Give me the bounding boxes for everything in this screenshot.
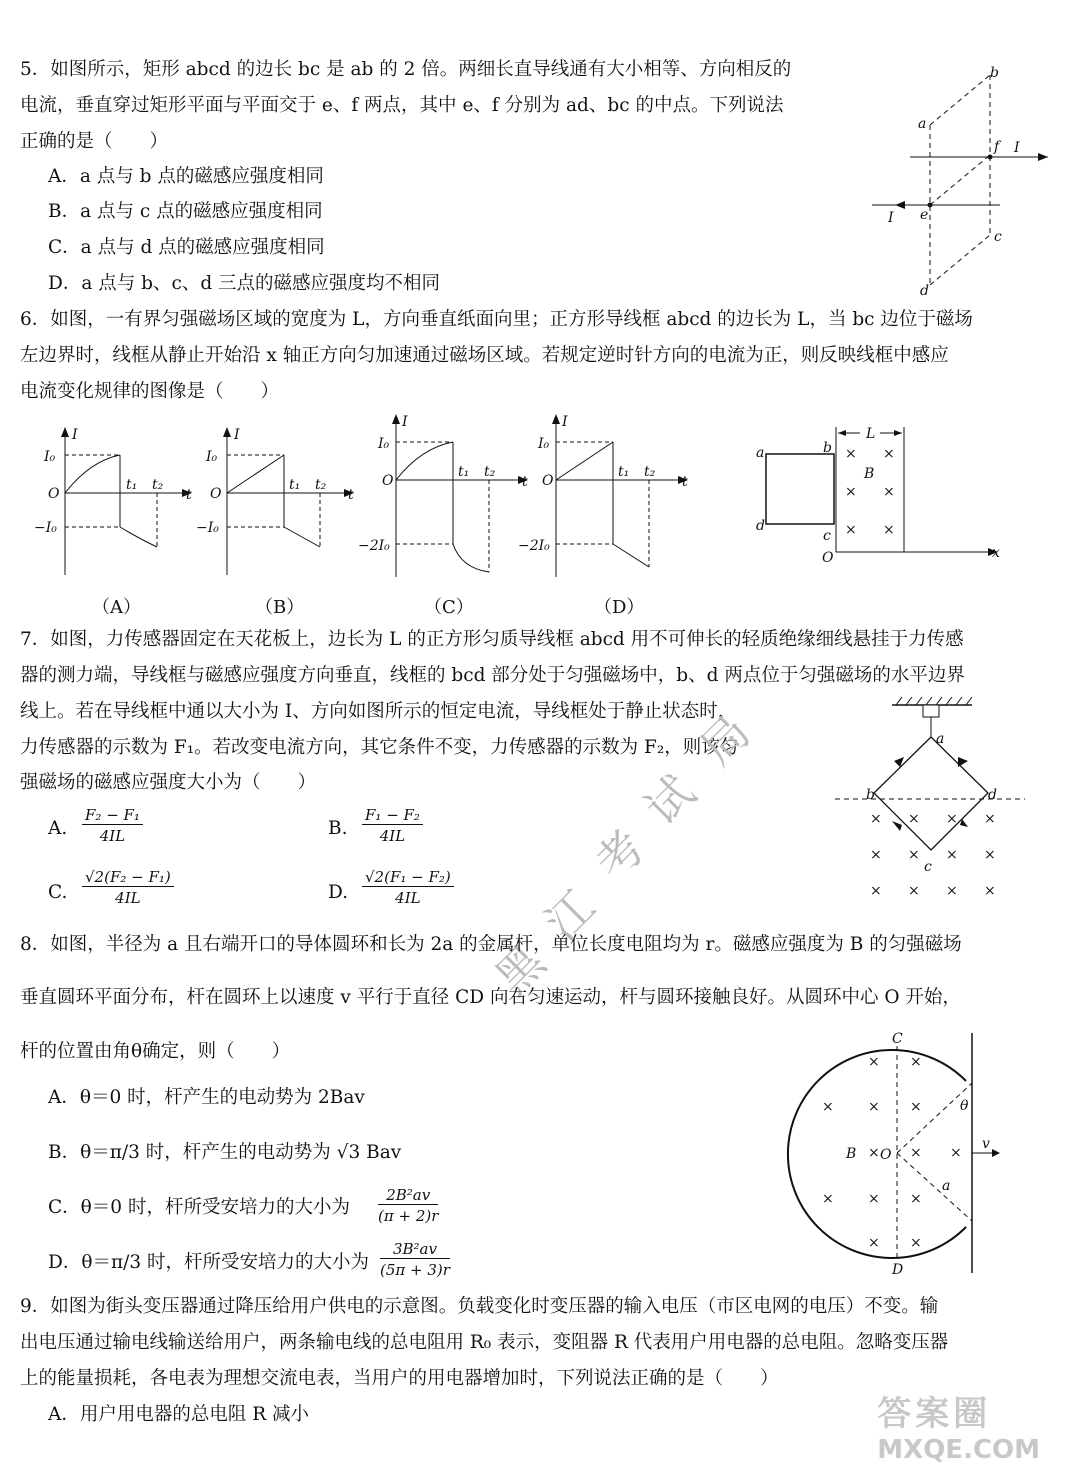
svg-text:×: × bbox=[868, 1145, 880, 1161]
svg-text:I₀: I₀ bbox=[44, 449, 56, 465]
svg-text:×: × bbox=[910, 1054, 922, 1070]
svg-text:×: × bbox=[883, 522, 895, 538]
q8-option: D．θ＝π/3 时，杆所受安培力的大小为 bbox=[48, 1252, 370, 1273]
svg-text:t₁: t₁ bbox=[618, 464, 630, 480]
svg-text:−2I₀: −2I₀ bbox=[358, 538, 390, 554]
svg-text:I₀: I₀ bbox=[538, 436, 550, 452]
svg-text:×: × bbox=[910, 1235, 922, 1251]
graph-b bbox=[192, 425, 362, 585]
svg-text:x: x bbox=[992, 545, 1000, 561]
svg-text:I₀: I₀ bbox=[206, 449, 218, 465]
q9-line: 9．如图为街头变压器通过降压给用户供电的示意图。负载变化时变压器的输入电压（市区电网的电压）不变。输 bbox=[20, 1296, 939, 1317]
svg-text:C: C bbox=[892, 1031, 903, 1047]
q9-line: 上的能量损耗，各电表为理想交流电表，当用户的用电器增加时，下列说法正确的是（ ） bbox=[20, 1368, 779, 1389]
svg-text:t₁: t₁ bbox=[289, 477, 301, 493]
svg-text:B: B bbox=[864, 466, 875, 482]
label-b: b bbox=[990, 65, 999, 81]
q8-option: A．θ＝0 时，杆产生的电动势为 2Bav bbox=[48, 1087, 365, 1108]
q5-line: 正确的是（ ） bbox=[20, 131, 169, 152]
caption-c: （C） bbox=[424, 597, 474, 618]
q7-option-letter: D. bbox=[328, 882, 349, 903]
svg-text:d: d bbox=[988, 787, 997, 803]
label-I: I bbox=[1014, 140, 1020, 156]
q7-line: 器的测力端，导线框与磁感应强度方向垂直，线框的 bcd 部分处于匀强磁场中，b、d 两点位于匀强磁场的水平边界 bbox=[20, 665, 965, 686]
q7-line: 线上。若在导线框中通以大小为 I、方向如图所示的恒定电流，导线框处于静止状态时， bbox=[20, 701, 737, 722]
svg-text:t₂: t₂ bbox=[484, 464, 496, 480]
svg-text:×: × bbox=[946, 883, 958, 899]
svg-text:−2I₀: −2I₀ bbox=[518, 538, 550, 554]
q7-figure bbox=[830, 695, 1030, 905]
q7-line: 7．如图，力传感器固定在天花板上，边长为 L 的正方形匀质导线框 abcd 用不可伸长的轻质绝缘细线悬挂于力传感 bbox=[20, 629, 964, 650]
svg-text:O: O bbox=[880, 1147, 892, 1163]
watermark-char: 局 bbox=[689, 704, 761, 776]
label-a: a bbox=[918, 116, 927, 132]
svg-text:b: b bbox=[823, 440, 832, 456]
caption-a: （A） bbox=[92, 597, 141, 618]
q5-option: C．a 点与 d 点的磁感应强度相同 bbox=[48, 237, 325, 258]
svg-text:t: t bbox=[348, 487, 354, 503]
q8-option-d-fraction: $\frac{\text{3B²av}}{(5\pi + 3)r}$ bbox=[380, 1240, 450, 1279]
svg-text:D: D bbox=[892, 1262, 904, 1278]
q5-option: B．a 点与 c 点的磁感应强度相同 bbox=[48, 201, 323, 222]
svg-text:×: × bbox=[868, 1191, 880, 1207]
watermark-char: 考 bbox=[584, 819, 656, 891]
svg-text:c: c bbox=[823, 528, 831, 544]
q7-option-a-fraction: $\frac{\text{F₂ − F₁}}{4IL}$ bbox=[82, 806, 143, 845]
label-I: I bbox=[888, 210, 894, 226]
svg-text:I: I bbox=[72, 427, 78, 443]
svg-text:I: I bbox=[234, 427, 240, 443]
svg-text:a: a bbox=[936, 731, 945, 747]
svg-text:×: × bbox=[845, 484, 857, 500]
watermark-char: 黑 bbox=[484, 934, 556, 1006]
q6-field-figure bbox=[748, 422, 1008, 572]
q7-option-letter: A. bbox=[48, 818, 68, 839]
q7-line: 强磁场的磁感应强度大小为（ ） bbox=[20, 772, 317, 793]
svg-text:×: × bbox=[883, 446, 895, 462]
svg-text:×: × bbox=[868, 1099, 880, 1115]
svg-text:×: × bbox=[908, 811, 920, 827]
svg-text:×: × bbox=[908, 847, 920, 863]
svg-text:θ: θ bbox=[960, 1098, 969, 1114]
q8-line: 杆的位置由角θ确定，则（ ） bbox=[20, 1041, 291, 1062]
svg-text:−I₀: −I₀ bbox=[34, 520, 57, 536]
q8-option: C．θ＝0 时，杆所受安培力的大小为 bbox=[48, 1197, 350, 1218]
q9-line: 出电压通过输电线输送给用户，两条输电线的总电阻用 R₀ 表示，变阻器 R 代表用户用电器的总电阻。忽略变压器 bbox=[20, 1332, 949, 1353]
svg-text:t: t bbox=[522, 474, 528, 490]
svg-text:×: × bbox=[822, 1191, 834, 1207]
svg-text:c: c bbox=[924, 859, 932, 875]
label-f: f bbox=[994, 139, 1000, 155]
svg-text:t: t bbox=[186, 487, 192, 503]
svg-text:d: d bbox=[756, 518, 765, 534]
q9-option: A．用户用电器的总电阻 R 减小 bbox=[48, 1404, 310, 1425]
svg-text:I: I bbox=[562, 414, 568, 430]
caption-d: （D） bbox=[594, 597, 645, 618]
q5-option: D．a 点与 b、c、d 三点的磁感应强度均不相同 bbox=[48, 273, 441, 294]
svg-text:O: O bbox=[822, 550, 834, 566]
svg-text:I: I bbox=[402, 414, 408, 430]
svg-text:×: × bbox=[883, 484, 895, 500]
svg-text:O: O bbox=[542, 473, 554, 489]
svg-text:×: × bbox=[870, 883, 882, 899]
q7-option-letter: B. bbox=[328, 818, 348, 839]
svg-text:×: × bbox=[946, 811, 958, 827]
q8-option-c-fraction: $\frac{\text{2B²av}}{(\pi + 2)r}$ bbox=[378, 1186, 439, 1225]
q7-option-c-fraction: $\frac{\text{√2(F₂ − F₁)}}{4IL}$ bbox=[82, 868, 174, 907]
svg-text:−I₀: −I₀ bbox=[196, 520, 219, 536]
q7-option-letter: C. bbox=[48, 882, 68, 903]
svg-text:×: × bbox=[910, 1099, 922, 1115]
q8-figure bbox=[790, 1028, 1020, 1278]
site-logo: 答案圈 MXQE.COM bbox=[877, 1394, 1040, 1465]
svg-text:×: × bbox=[984, 883, 996, 899]
q7-option-d-fraction: $\frac{\text{√2(F₁ − F₂)}}{4IL}$ bbox=[362, 868, 454, 907]
svg-text:b: b bbox=[866, 787, 875, 803]
q6-line: 电流变化规律的图像是（ ） bbox=[20, 381, 280, 402]
svg-text:I₀: I₀ bbox=[378, 436, 390, 452]
caption-b: （B） bbox=[255, 597, 305, 618]
graph-a bbox=[30, 425, 200, 585]
svg-text:×: × bbox=[950, 1145, 962, 1161]
svg-text:t₁: t₁ bbox=[458, 464, 470, 480]
svg-text:×: × bbox=[870, 847, 882, 863]
svg-text:v: v bbox=[982, 1136, 990, 1152]
q8-line: 8．如图，半径为 a 且右端开口的导体圆环和长为 2a 的金属杆，单位长度电阻均为 r。磁感应强度为 B 的匀强磁场 bbox=[20, 934, 962, 955]
svg-text:×: × bbox=[984, 847, 996, 863]
svg-text:t₁: t₁ bbox=[126, 477, 138, 493]
q6-line: 左边界时，线框从静止开始沿 x 轴正方向匀加速通过磁场区域。若规定逆时针方向的电流为正，则反映线框中感应 bbox=[20, 345, 949, 366]
graph-d bbox=[516, 412, 696, 587]
svg-text:×: × bbox=[910, 1191, 922, 1207]
q5-line: 5．如图所示，矩形 abcd 的边长 bc 是 ab 的 2 倍。两细长直导线通有大小相等、方向相反的 bbox=[20, 59, 792, 80]
svg-text:×: × bbox=[845, 522, 857, 538]
svg-text:×: × bbox=[868, 1054, 880, 1070]
svg-text:O: O bbox=[382, 473, 394, 489]
label-d: d bbox=[920, 283, 929, 299]
svg-text:O: O bbox=[210, 486, 222, 502]
svg-text:B: B bbox=[846, 1146, 857, 1162]
svg-text:×: × bbox=[908, 883, 920, 899]
q5-option: A．a 点与 b 点的磁感应强度相同 bbox=[48, 166, 324, 187]
q5-figure bbox=[860, 55, 1060, 300]
q7-line: 力传感器的示数为 F₁。若改变电流方向，其它条件不变，力传感器的示数为 F₂，则该匀 bbox=[20, 737, 739, 758]
q8-line: 垂直圆环平面分布，杆在圆环上以速度 v 平行于直径 CD 向右匀速运动，杆与圆环接触良好。从圆环中心 O 开始， bbox=[20, 987, 961, 1008]
svg-text:t: t bbox=[682, 474, 688, 490]
svg-text:×: × bbox=[984, 811, 996, 827]
q6-line: 6．如图，一有界匀强磁场区域的宽度为 L，方向垂直纸面向里；正方形导线框 abcd 的边长为 L，当 bc 边位于磁场 bbox=[20, 309, 973, 330]
svg-text:×: × bbox=[868, 1235, 880, 1251]
svg-text:×: × bbox=[946, 847, 958, 863]
svg-text:×: × bbox=[845, 446, 857, 462]
label-e: e bbox=[920, 207, 929, 223]
q7-option-b-fraction: $\frac{\text{F₁ − F₂}}{4IL}$ bbox=[362, 806, 423, 845]
svg-text:a: a bbox=[942, 1178, 951, 1194]
svg-text:L: L bbox=[866, 426, 876, 442]
q8-option: B．θ＝π/3 时，杆产生的电动势为 √3 Bav bbox=[48, 1142, 402, 1163]
svg-text:t₂: t₂ bbox=[152, 477, 164, 493]
svg-text:t₂: t₂ bbox=[315, 477, 327, 493]
watermark-char: 试 bbox=[634, 764, 706, 836]
svg-text:×: × bbox=[910, 1145, 922, 1161]
svg-text:t₂: t₂ bbox=[644, 464, 656, 480]
svg-text:a: a bbox=[756, 445, 765, 461]
q5-line: 电流，垂直穿过矩形平面与平面交于 e、f 两点，其中 e、f 分别为 ad、bc 的中点。下列说法 bbox=[20, 95, 784, 116]
svg-text:O: O bbox=[48, 486, 60, 502]
label-c: c bbox=[994, 229, 1002, 245]
svg-text:×: × bbox=[822, 1099, 834, 1115]
watermark-char: 江 bbox=[534, 879, 606, 951]
svg-text:×: × bbox=[870, 811, 882, 827]
graph-c bbox=[356, 412, 536, 587]
